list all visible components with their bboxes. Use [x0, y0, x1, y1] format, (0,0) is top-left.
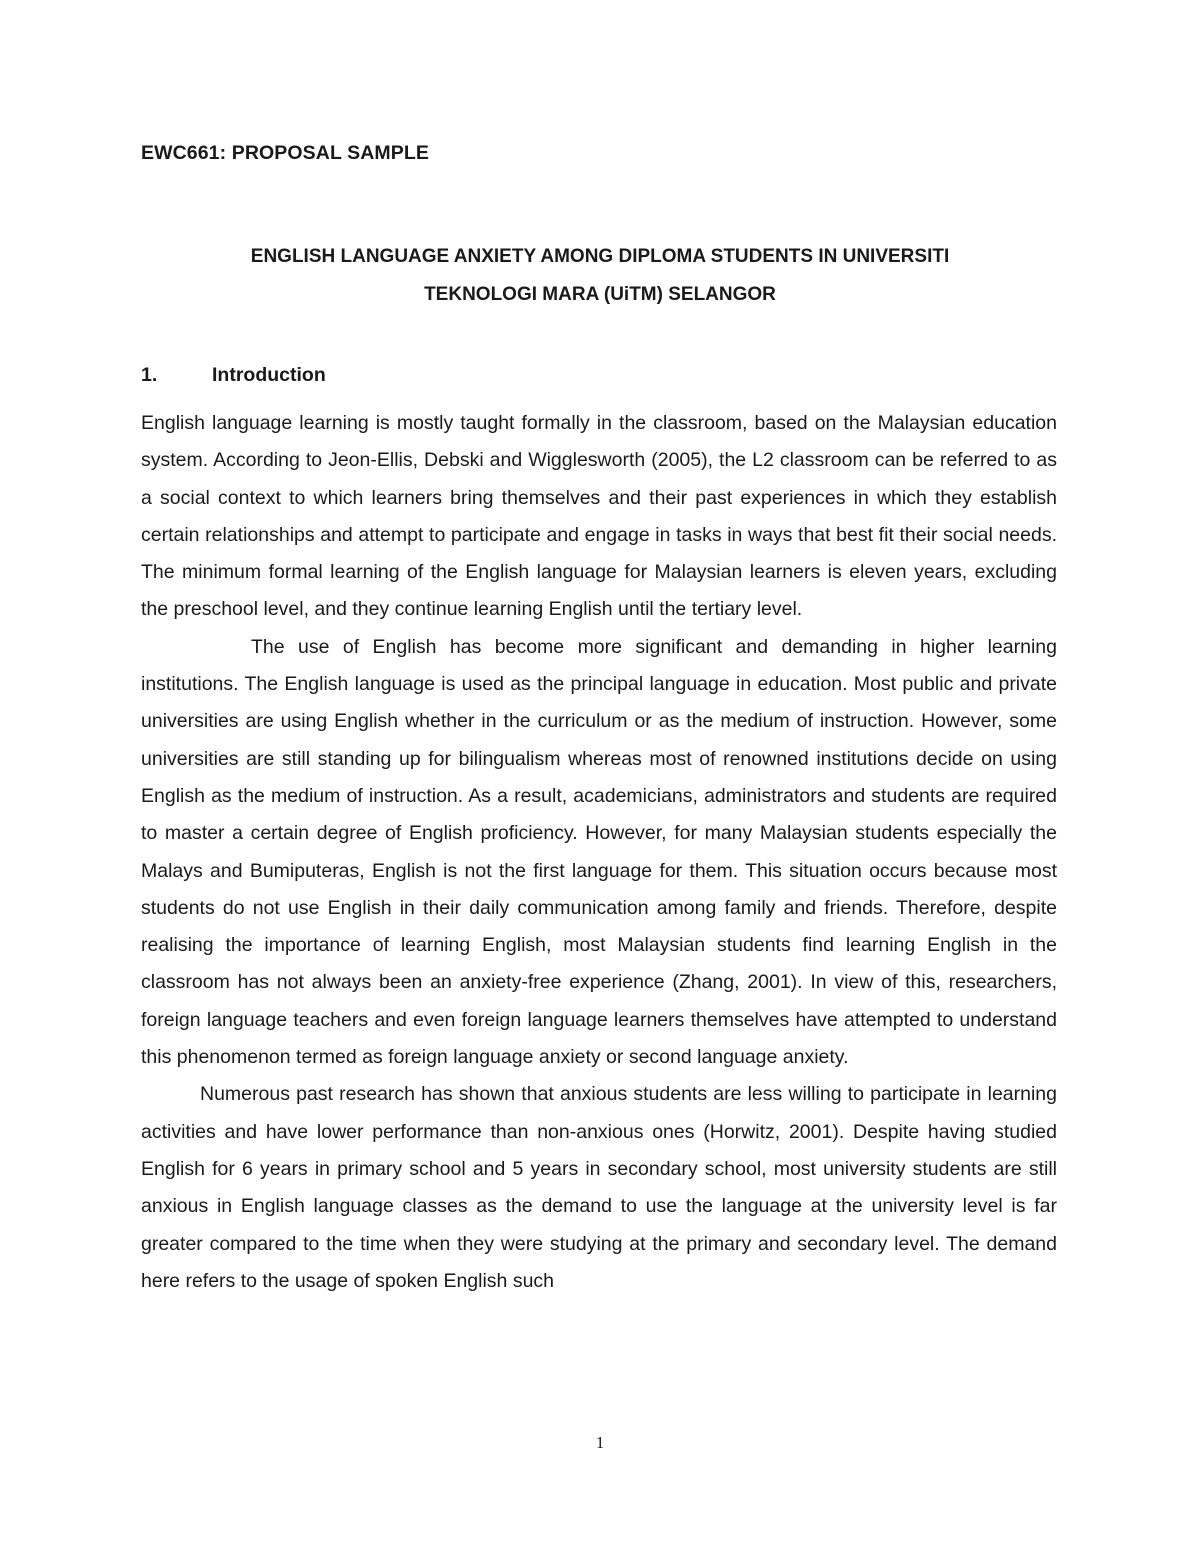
- title-line-2: TEKNOLOGI MARA (UiTM) SELANGOR: [424, 284, 776, 305]
- paragraph-3: Numerous past research has shown that anxious students are less willing to participate in learning activities and have lower performance than non-anxious ones (Horwitz, 2001). Despite having studied English for 6 years in primary school and 5 years in secondary school, most university students are still anxious in English language classes as the demand to use the language at the university level is far greater compared to the time when they were studying at the primary and secondary level. The demand here refers to the usage of spoken English such: [141, 1083, 1057, 1292]
- section-title: Introduction: [212, 364, 326, 386]
- paragraph-1: English language learning is mostly taught formally in the classroom, based on the Malaysian education system. According to Jeon-Ellis, Debski and Wigglesworth (2005), the L2 classroom can be referred to as a social context to which learners bring themselves and their past experiences in which they establish certain relationships and attempt to participate and engage in tasks in ways that best fit their social needs. The minimum formal learning of the English language for Malaysian learners is eleven years, excluding the preschool level, and they continue learning English until the tertiary level.: [141, 412, 1057, 621]
- paragraph-2: The use of English has become more significant and demanding in higher learning institutions. The English language is used as the principal language in education. Most public and private universities are using English whether in the curriculum or as the medium of instruction. However, some universities are still standing up for bilingualism whereas most of renowned institutions decide on using English as the medium of instruction. As a result, academicians, administrators and students are required to master a certain degree of English proficiency. However, for many Malaysian students especially the Malays and Bumiputeras, English is not the first language for them. This situation occurs because most students do not use English in their daily communication among family and friends. Therefore, despite realising the importance of learning English, most Malaysian students find learning English in the classroom has not always been an anxiety-free experience (Zhang, 2001). In view of this, researchers, foreign language teachers and even foreign language learners themselves have attempted to understand this phenomenon termed as foreign language anxiety or second language anxiety.: [141, 635, 1057, 1069]
- document-title: [141, 238, 1059, 314]
- section-number: 1.: [141, 364, 158, 386]
- body-text: [141, 405, 1057, 1300]
- document-label: EWC661: PROPOSAL SAMPLE: [141, 142, 429, 164]
- page-number: 1: [595, 1433, 605, 1452]
- title-line-1: ENGLISH LANGUAGE ANXIETY AMONG DIPLOMA STUDENTS IN UNIVERSITI: [250, 246, 950, 267]
- section-heading: [141, 364, 326, 387]
